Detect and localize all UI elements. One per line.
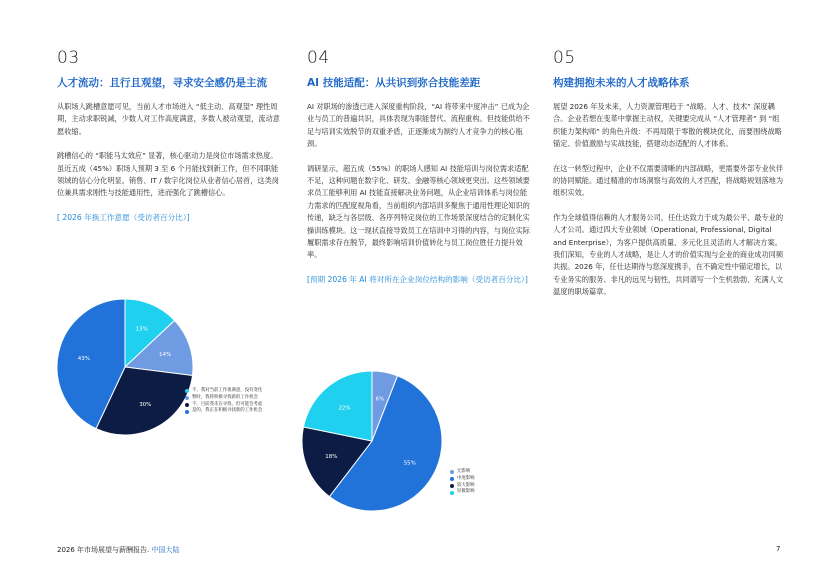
chart-legend — [185, 388, 262, 415]
ai-impact-pie-chart — [300, 363, 540, 513]
paragraph: 调研显示，超五成（55%）的职场人感知 AI 技能培训与岗位需求适配不足，这种问题在数字化、研发、金融等核心领域更突出。这些领域要求员工能够利用 AI 技能直接解决业务问题，从企业培训体系与岗位能力需求的匹配度视角看，当前组织内部培训多聚焦于通用性理论知识的传递，缺乏与各层级、各序列特定岗位的工作场景深度结合的定制化实操训练模块。这一现状直接导致员工在培训中习得的内容，与岗位实际履职需求存在脱节，最终影响培训价值转化与员工岗位胜任力提升效率。 — [307, 163, 530, 260]
section-number: 03 — [57, 48, 80, 68]
legend-item — [185, 388, 262, 395]
legend-item — [450, 489, 475, 496]
slice-label: 30% — [139, 401, 152, 408]
section-heading: 人才流动：且行且观望，寻求安全感仍是主流 — [57, 77, 267, 89]
legend-item — [185, 395, 262, 402]
paragraph: 跳槽信心的 “职能马太效应” 显著，核心驱动力是岗位市场需求热度。虽近五成（45%）职场人预期 3 至 6 个月能找到新工作，但不同职能领域的信心分化明显。销售、IT / 数字化岗位从业者信心居首，这类岗位兼具需求刚性与技能通用性，进而强化了跳槽信心。 — [57, 151, 279, 198]
legend-label: 是的，我正在积极寻找新的工作机会 — [192, 408, 263, 414]
paragraph: 从职场人跳槽意愿可见，当前人才市场进入 “低主动、高观望” 理性周期，主动求职锐减，少数人对工作高度满意，多数人被动观望，流动意愿收缩。 — [57, 102, 280, 136]
legend-label: 不，目前我未在寻找，但可能会考虑 — [192, 401, 263, 407]
legend-swatch — [450, 470, 454, 474]
legend-swatch — [450, 491, 454, 495]
legend-label: 不，我对当前工作很满意，没有变化 — [192, 388, 263, 393]
section-04 — [307, 48, 533, 290]
page-number: 7 — [776, 545, 781, 553]
paragraph: 展望 2026 年及未来，人力资源管理趋于 “战略、人才、技术” 深度耦合。企业若想在变革中掌握主动权，关键要完成从 “人才管理者” 到 “组织能力架构师” 的角色升级：不再局限于零散的模块优化，而要围绕战略锚定、价值激励与实战技能，搭建动态适配的人才体系。 — [553, 102, 782, 149]
section-number: 05 — [553, 48, 576, 68]
paragraph: 在这一转型过程中，企业不仅需要清晰的内部战略，更需要外部专业伙伴的协同赋能。通过精准的市场洞察与高效的人才匹配，将战略规划落地为组织实效。 — [553, 163, 784, 198]
legend-swatch — [185, 396, 189, 400]
slice-label: 55% — [403, 460, 416, 467]
legend-swatch — [185, 389, 189, 393]
slice-label: 13% — [135, 326, 148, 333]
footer-report-title — [57, 545, 180, 555]
slice-label: 18% — [325, 454, 338, 461]
pie-chart-svg — [57, 278, 207, 448]
paragraph: 作为全球值得信赖的人才服务公司，任仕达致力于成为最公平、最专业的人才公司。通过四大专业领域（Operational, Professional, Digital and Enterprise），为客户提供高质量、多元化且灵活的人才解决方案。我们深知，专业的人才战略，是让人才的价值实现与企业的商业成功同频共振。2026 年，任仕达期待与您深度携手，在不确定性中锚定增长，以专业务实的服务、非凡的远见与韧性，共同谱写一个生机勃勃、充满人文温度的职场篇章。 — [553, 212, 784, 297]
slice-label: 22% — [338, 405, 351, 412]
slice-label: 14% — [158, 351, 172, 358]
legend-swatch — [450, 484, 454, 488]
legend-item — [450, 469, 475, 476]
report-title: 2026 年市场展望与薪酬报告. — [57, 546, 150, 554]
section-heading: AI 技能适配：从共识到弥合技能差距 — [307, 77, 481, 89]
job-change-pie-chart — [57, 278, 297, 448]
chart-caption: [ 2026 年换工作意愿（受访者百分比）] — [57, 212, 190, 222]
section-heading: 构建拥抱未来的人才战略体系 — [553, 77, 690, 89]
slice-label: 43% — [77, 355, 90, 362]
legend-swatch — [185, 403, 189, 407]
paragraph: AI 对职场的渗透已进入深度重构阶段，“AI 将带来中度冲击” 已成为企业与员工的普遍共识，具体表现为职能替代、流程重构。但技能供给不足与培训实效脱节的双重矛盾，正逐渐成为制约人才竞争力的核心瓶颈。 — [307, 102, 530, 149]
legend-item — [185, 408, 262, 415]
section-03 — [57, 48, 283, 228]
legend-swatch — [185, 410, 189, 414]
legend-item — [450, 476, 475, 483]
legend-label: 暂时，我将积极寻找新的工作机会 — [192, 394, 258, 400]
pie-chart-svg — [300, 363, 450, 513]
legend-label: 轻微影响 — [457, 489, 475, 495]
legend-label: 无影响 — [457, 469, 471, 474]
slice-label: 6% — [375, 396, 385, 403]
legend-label: 较大影响 — [457, 482, 475, 488]
region-label: 中国大陆 — [151, 546, 180, 554]
section-number: 04 — [307, 48, 330, 68]
section-05 — [553, 48, 785, 311]
chart-caption: [预期 2026 年 AI 将对所在企业岗位结构的影响（受访者百分比）] — [307, 274, 528, 284]
legend-swatch — [450, 477, 454, 481]
legend-label: 中度影响 — [457, 475, 475, 481]
chart-legend — [450, 469, 475, 496]
